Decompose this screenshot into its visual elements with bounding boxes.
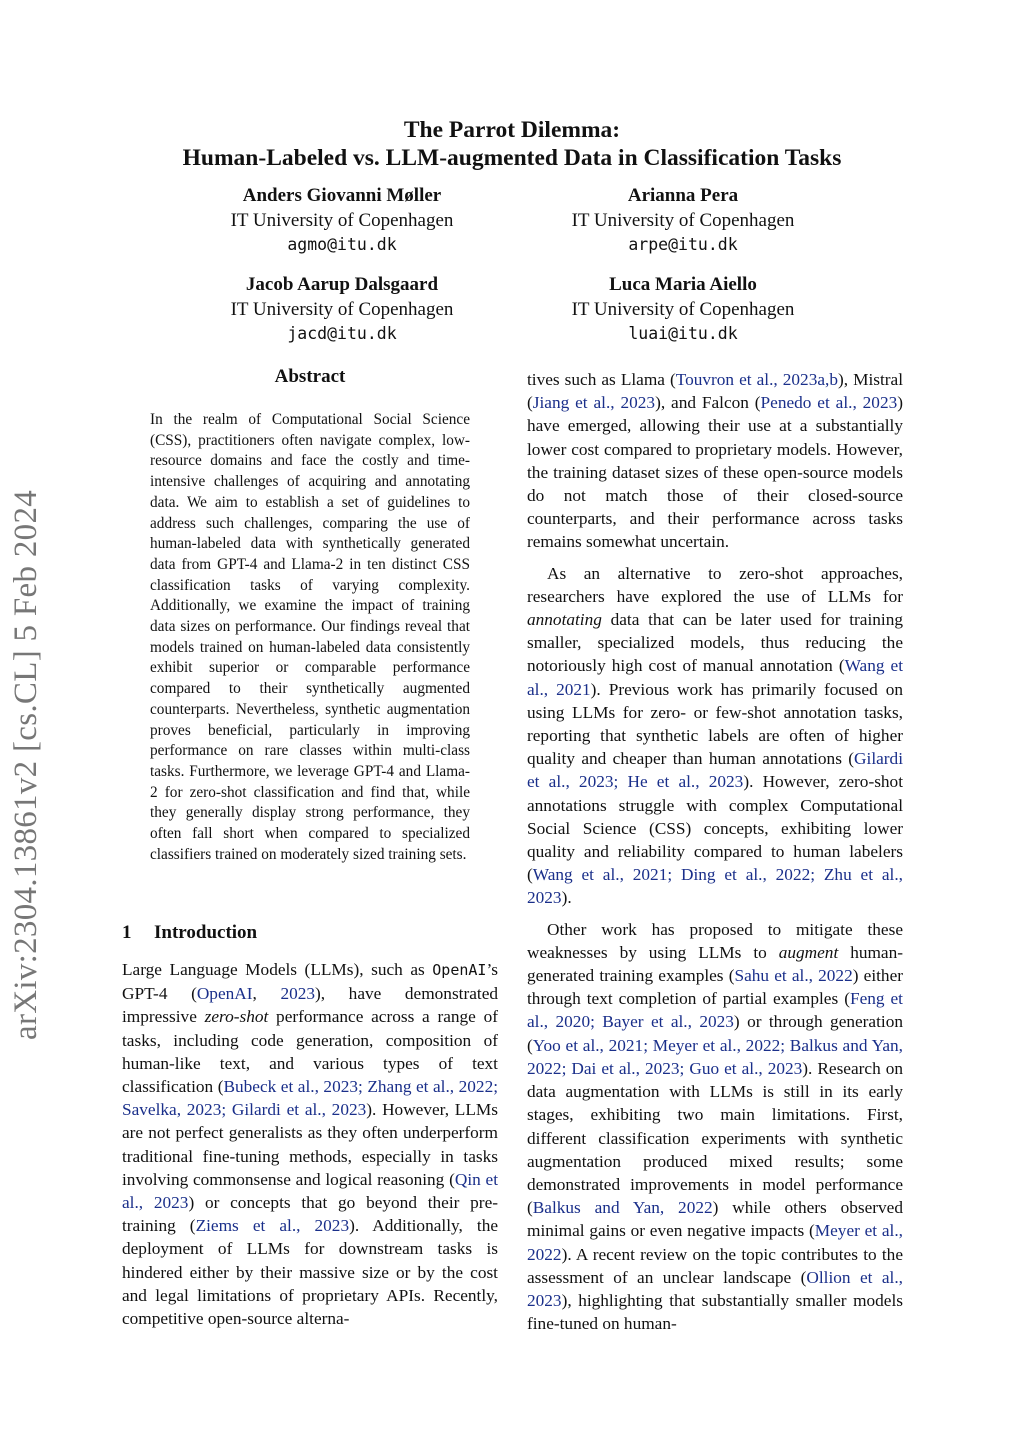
author-block-3 (172, 273, 512, 347)
abstract-text: In the realm of Computational Social Science (CSS), practitioners often navigate complex, low-resource domains and face the costly and time-intensive challenges of acquiring and annotating data. We aim to establish a set of guidelines to address such challenges, comparing the use of human-labeled data with synthetically generated data from GPT-4 and Llama-2 in ten distinct CSS classification tasks of varying complexity. Additionally, we examine the impact of training data sizes on performance. Our findings reveal that models trained on human-labeled data consistently exhibit superior or comparable performance compared to their synthetically augmented counterparts. Nevertheless, synthetic augmentation proves beneficial, particularly in improving performance on rare classes within multi-class tasks. Furthermore, we leverage GPT-4 and Llama-2 for zero-shot classification and find that, while they generally display strong performance, they often fall short when compared to specialized classifiers trained on moderately sized training sets. (150, 411, 470, 863)
citation-link[interactable]: Balkus and Yan, 2022 (532, 1198, 713, 1218)
citation-link[interactable]: Feng et al., 2020; Bayer et al., 2023 (527, 989, 903, 1032)
author-email[interactable]: arpe@itu.dk (628, 235, 738, 254)
citation-link[interactable]: Meyer et al., 2022 (527, 1221, 903, 1264)
citation-link[interactable]: Penedo et al., 2023 (760, 393, 898, 413)
citation-link[interactable]: 2023 (280, 984, 315, 1004)
author-affiliation: IT University of Copenhagen (230, 298, 454, 320)
citation-link[interactable]: Wang et al., 2021 (527, 656, 903, 699)
citation-link[interactable]: OpenAI (196, 984, 253, 1004)
abstract-heading: Abstract (274, 366, 346, 387)
title-line-2: Human-Labeled vs. LLM-augmented Data in Classification Tasks (182, 145, 842, 171)
citation-link[interactable]: Sahu et al., 2022 (734, 966, 853, 986)
citation-link[interactable]: Ziems et al., 2023 (195, 1216, 350, 1236)
author-affiliation: IT University of Copenhagen (230, 209, 454, 231)
author-affiliation: IT University of Copenhagen (571, 298, 795, 320)
citation-link[interactable]: Jiang et al., 2023 (532, 393, 656, 413)
author-affiliation: IT University of Copenhagen (571, 209, 795, 231)
section-title: Introduction (154, 922, 258, 943)
intro-paragraph-1-cont: tives such as Llama (Touvron et al., 2023a,b), Mistral (Jiang et al., 2023), and Falcon (Penedo et al., 2023) have emerged, allowing their use at a substantially lower cost compared to proprietary models. However, the training dataset sizes of these open-source models do not match those of their closed-source counterparts, and their performance across tasks remains somewhat uncertain. (527, 370, 904, 552)
author-name: Jacob Aarup Dalsgaard (245, 274, 439, 295)
author-email[interactable]: luai@itu.dk (628, 324, 738, 343)
author-name: Luca Maria Aiello (609, 274, 757, 295)
citation-link[interactable]: Yoo et al., 2021; Meyer et al., 2022; Balkus and Yan, 2022; Dai et al., 2023; Guo et al., 2023 (527, 1035, 903, 1078)
citation-link[interactable]: Qin et al., 2023 (122, 1169, 498, 1213)
section-heading (122, 922, 257, 944)
citation-link[interactable]: Wang et al., 2021; Ding et al., 2022; Zhu et al., 2023 (527, 865, 903, 908)
citation-link[interactable]: Touvron et al., 2023a,b (675, 370, 838, 389)
author-email[interactable]: agmo@itu.dk (287, 235, 397, 254)
intro-paragraph-3: Other work has proposed to mitigate these weaknesses by using LLMs to augment human-generated training examples (Sahu et al., 2022) either through text completion of partial examples (Feng et al., 2020; Bayer et al., 2023) or through generation (Yoo et al., 2021; Meyer et al., 2022; Balkus and Yan, 2022; Dai et al., 2023; Guo et al., 2023). Research on data augmentation with LLMs is still in its early stages, exhibiting two main limitations. First, different classification experiments with synthetic augmentation produced mixed results; some demonstrated improvements in model performance (Balkus and Yan, 2022) while others observed minimal gains or even negative impacts (Meyer et al., 2022). A recent review on the topic contributes to the assessment of an unclear landscape (Ollion et al., 2023), highlighting that substantially smaller models fine-tuned on human- (527, 919, 904, 1334)
citation-link[interactable]: Gilardi et al., 2023; He et al., 2023 (527, 749, 903, 792)
citation-link[interactable]: Bubeck et al., 2023; Zhang et al., 2022; Savelka, 2023; Gilardi et al., 2023 (122, 1077, 499, 1120)
title-line-1: The Parrot Dilemma: (403, 117, 621, 143)
citation-link[interactable]: Ollion et al., 2023 (527, 1267, 903, 1310)
author-name: Arianna Pera (627, 185, 739, 206)
intro-paragraph-1: Large Language Models (LLMs), such as OpenAI’s GPT-4 (OpenAI, 2023), have demonstrated impressive zero-shot performance across a range of tasks, including code generation, composition of human-like text, and various types of text classification (Bubeck et al., 2023; Zhang et al., 2022; Savelka, 2023; Gilardi et al., 2023). However, LLMs are not perfect generalists as they often underperform traditional fine-tuning methods, especially in tasks involving commonsense and logical reasoning (Qin et al., 2023) or concepts that go beyond their pre-training (Ziems et al., 2023). Additionally, the deployment of LLMs for downstream tasks is hindered either by their massive size or by the cost and legal limitations of proprietary APIs. Recently, competitive open-source alterna- (122, 960, 499, 1329)
intro-paragraph-2: As an alternative to zero-shot approaches, researchers have explored the use of LLMs for annotating data that can be later used for training smaller, specialized models, thus reducing the notoriously high cost of manual annotation (Wang et al., 2021). Previous work has primarily focused on using LLMs for zero- or few-shot annotation tasks, reporting that synthetic labels are often of higher quality and cheaper than human annotations (Gilardi et al., 2023; He et al., 2023). However, zero-shot annotations struggle with complex Computational Social Science (CSS) concepts, exhibiting lower quality and reliability compared to human labelers (Wang et al., 2021; Ding et al., 2022; Zhu et al., 2023). (527, 563, 904, 908)
section-number: 1 (122, 922, 132, 943)
author-block-4 (513, 273, 853, 347)
author-block-1 (172, 184, 512, 258)
paper-title (0, 116, 1024, 172)
arxiv-identifier: arXiv:2304.13861v2 [cs.CL] 5 Feb 2024 (8, 489, 44, 1040)
author-block-2 (513, 184, 853, 258)
author-email[interactable]: jacd@itu.dk (287, 324, 397, 343)
left-column (122, 958, 498, 1338)
right-column (527, 368, 903, 1343)
author-name: Anders Giovanni Møller (242, 185, 442, 206)
